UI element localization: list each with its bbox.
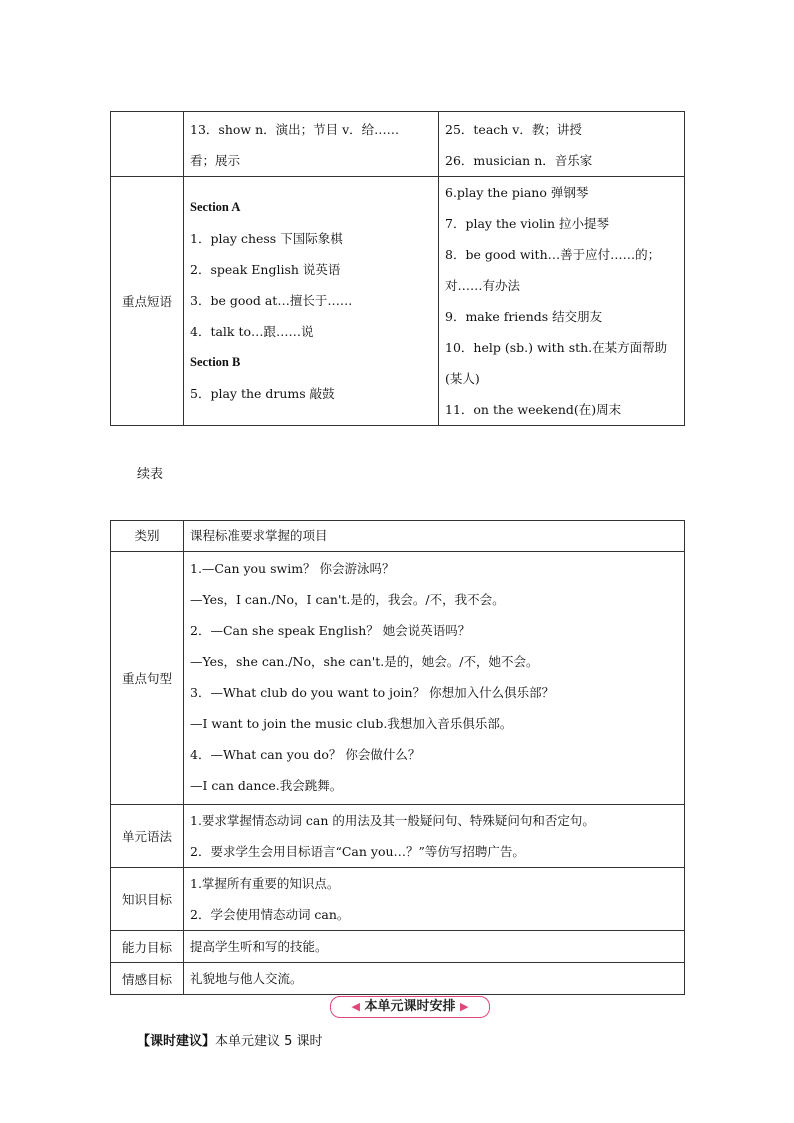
content-line: 礼貌地与他人交流。 <box>190 971 303 986</box>
row-content <box>184 805 685 868</box>
table-row <box>111 868 685 931</box>
phrase-line: 6.play the piano 弹钢琴 <box>445 185 589 200</box>
row-label: 重点短语 <box>111 177 184 426</box>
phrase-line: 8．be good with…善于应付……的； <box>445 247 661 262</box>
row-content <box>184 552 685 805</box>
word-line: 25．teach v．教；讲授 <box>445 122 582 137</box>
arrow-left-icon: ◀ <box>351 1000 360 1013</box>
row-label: 能力目标 <box>111 931 184 963</box>
phrase-line: 7．play the violin 拉小提琴 <box>445 216 609 231</box>
row-label: 情感目标 <box>111 963 184 995</box>
vocabulary-table <box>110 111 685 426</box>
phrase-line: 2．speak English 说英语 <box>190 262 341 277</box>
words-right-cell <box>439 112 685 177</box>
phrase-line: 4．talk to…跟……说 <box>190 324 314 339</box>
sentence-line: 3．—What club do you want to join？ 你想加入什么俱乐部？ <box>190 685 555 700</box>
phrase-line: (某人) <box>445 371 480 386</box>
table-row <box>111 177 685 426</box>
word-line: 26．musician n．音乐家 <box>445 153 593 168</box>
word-line: 看；展示 <box>190 153 241 168</box>
label-cell <box>111 112 184 177</box>
content-line: 2．要求学生会用目标语言“Can you…？”等仿写招聘广告。 <box>190 844 525 859</box>
phrases-left-cell <box>184 177 439 426</box>
word-line: 13．show n．演出；节目 v．给…… <box>190 122 400 137</box>
content-line: 2．学会使用情态动词 can。 <box>190 907 350 922</box>
lesson-suggestion <box>137 1030 323 1049</box>
row-label: 知识目标 <box>111 868 184 931</box>
table-row <box>111 552 685 805</box>
phrase-line: 对……有办法 <box>445 278 521 293</box>
phrase-line: 11．on the weekend(在)周末 <box>445 402 622 417</box>
sentence-line: —Yes，I can./No，I can't.是的，我会。/不，我不会。 <box>190 592 505 607</box>
phrase-line: 9．make friends 结交朋友 <box>445 309 603 324</box>
section-heading: Section A <box>190 200 241 214</box>
table-row <box>111 931 685 963</box>
content-line: 提高学生听和写的技能。 <box>190 939 328 954</box>
content-line: 1.要求掌握情态动词 can 的用法及其一般疑问句、特殊疑问句和否定句。 <box>190 813 595 828</box>
sentence-line: 1.—Can you swim？ 你会游泳吗？ <box>190 561 395 576</box>
row-content <box>184 931 685 963</box>
words-left-cell <box>184 112 439 177</box>
header-content: 课程标准要求掌握的项目 <box>184 521 685 552</box>
table-row <box>111 112 685 177</box>
phrase-line: 10．help (sb.) with sth.在某方面帮助 <box>445 340 668 355</box>
phrase-line: 5．play the drums 敲鼓 <box>190 386 335 401</box>
sentence-line: 4．—What can you do？ 你会做什么？ <box>190 747 421 762</box>
section-heading: Section B <box>190 355 241 369</box>
phrase-line: 3．be good at…擅长于…… <box>190 293 353 308</box>
table-header-row <box>111 521 685 552</box>
sentence-line: 2．—Can she speak English？ 她会说英语吗？ <box>190 623 471 638</box>
row-content <box>184 963 685 995</box>
phrases-right-cell <box>439 177 685 426</box>
sentence-line: —I want to join the music club.我想加入音乐俱乐部。 <box>190 716 513 731</box>
header-category: 类别 <box>111 521 184 552</box>
row-label: 单元语法 <box>111 805 184 868</box>
suggestion-text: 本单元建议 5 课时 <box>215 1034 323 1049</box>
row-content <box>184 868 685 931</box>
row-label: 重点句型 <box>111 552 184 805</box>
arrow-right-icon: ▶ <box>460 1000 469 1013</box>
phrase-line: 1．play chess 下国际象棋 <box>190 231 343 246</box>
sentence-line: —I can dance.我会跳舞。 <box>190 778 343 793</box>
objectives-table <box>110 520 685 995</box>
suggestion-tag: 【课时建议】 <box>137 1034 216 1049</box>
table-row <box>111 963 685 995</box>
continued-label: 续表 <box>137 467 164 482</box>
content-line: 1.掌握所有重要的知识点。 <box>190 876 340 891</box>
sentence-line: —Yes，she can./No，she can't.是的，她会。/不，她不会。 <box>190 654 539 669</box>
table-row <box>111 805 685 868</box>
section-banner <box>330 996 490 1018</box>
banner-text: 本单元课时安排 <box>364 999 456 1014</box>
